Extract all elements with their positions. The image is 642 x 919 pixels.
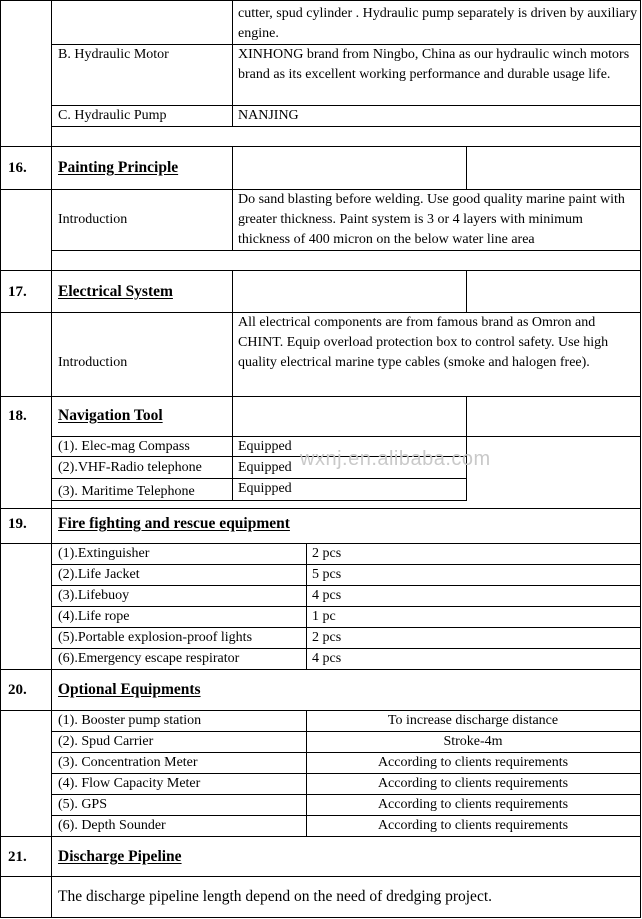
electrical-intro-label: Introduction <box>58 355 128 370</box>
section-title-discharge: Discharge Pipeline <box>58 848 182 865</box>
fire-item-value: 4 pcs <box>312 651 342 666</box>
rule <box>51 126 641 127</box>
painting-intro-label: Introduction <box>58 212 128 227</box>
optional-item-value: According to clients requirements <box>377 797 569 812</box>
rule <box>466 270 467 312</box>
nav-item-label: (3). Maritime Telephone <box>58 484 195 499</box>
optional-item-label: (6). Depth Sounder <box>58 818 166 833</box>
rule <box>0 0 641 1</box>
rule <box>51 0 52 918</box>
rule <box>0 146 641 147</box>
rule <box>466 146 467 189</box>
hydraulic-motor-label: B. Hydraulic Motor <box>58 47 169 62</box>
nav-item-value: Equipped <box>238 460 292 475</box>
rule <box>640 0 641 918</box>
section-title-electrical: Electrical System <box>58 283 173 300</box>
fire-item-value: 5 pcs <box>312 567 342 582</box>
hydraulic-pump-label: C. Hydraulic Pump <box>58 108 167 123</box>
nav-item-label: (1). Elec-mag Compass <box>58 439 190 454</box>
section-number: 18. <box>8 408 27 424</box>
section-number: 17. <box>8 284 27 300</box>
section-title-navigation: Navigation Tool <box>58 407 163 424</box>
nav-item-value: Equipped <box>238 481 292 496</box>
optional-item-value: According to clients requirements <box>377 818 569 833</box>
electrical-intro-text: All electrical components are from famous brand as Omron and CHINT. Equip overload protection box to control safety. Use high quality electrical marine type cables (smoke and halogen free). <box>238 315 609 370</box>
fire-item-value: 2 pcs <box>312 630 342 645</box>
section-number: 21. <box>8 849 27 865</box>
rule <box>306 543 307 669</box>
continued-description: cutter, spud cylinder . Hydraulic pump separately is driven by auxiliary engine. <box>238 6 638 41</box>
rule <box>232 146 233 250</box>
section-number: 20. <box>8 682 27 698</box>
fire-item-label: (3).Lifebuoy <box>58 588 130 603</box>
section-number: 19. <box>8 516 27 532</box>
rule <box>0 669 641 670</box>
optional-item-label: (1). Booster pump station <box>58 713 202 728</box>
section-title-painting: Painting Principle <box>58 159 179 176</box>
fire-item-label: (6).Emergency escape respirator <box>58 651 240 666</box>
fire-item-label: (1).Extinguisher <box>58 546 150 561</box>
rule <box>232 270 233 396</box>
rule <box>0 0 1 918</box>
optional-item-label: (5). GPS <box>58 797 108 812</box>
painting-intro-text: Do sand blasting before welding. Use good quality marine paint with greater thickness. Paint system is 3 or 4 layers with minimum thickness of 400 micron on the below water line area <box>238 192 625 247</box>
section-number: 16. <box>8 160 27 176</box>
optional-item-label: (4). Flow Capacity Meter <box>58 776 201 791</box>
optional-item-value: According to clients requirements <box>377 776 569 791</box>
rule <box>0 270 641 271</box>
fire-item-label: (2).Life Jacket <box>58 567 140 582</box>
fire-item-value: 4 pcs <box>312 588 342 603</box>
nav-item-label: (2).VHF-Radio telephone <box>58 460 202 475</box>
fire-item-label: (4).Life rope <box>58 609 130 624</box>
rule <box>0 836 641 837</box>
rule <box>51 250 641 251</box>
section-title-fire-fighting: Fire fighting and rescue equipment <box>58 515 290 532</box>
hydraulic-pump-value: NANJING <box>238 108 299 123</box>
optional-item-label: (3). Concentration Meter <box>58 755 198 770</box>
optional-item-label: (2). Spud Carrier <box>58 734 154 749</box>
rule <box>51 585 641 586</box>
rule <box>0 508 641 509</box>
rule <box>232 0 233 126</box>
discharge-description: The discharge pipeline length depend on the need of dredging project. <box>58 888 492 905</box>
optional-item-value: Stroke-4m <box>443 734 503 749</box>
rule <box>0 876 641 877</box>
optional-item-value: To increase discharge distance <box>387 713 559 728</box>
section-title-optional: Optional Equipments <box>58 681 201 698</box>
optional-item-value: According to clients requirements <box>377 755 569 770</box>
fire-item-label: (5).Portable explosion-proof lights <box>58 630 253 645</box>
nav-item-value: Equipped <box>238 439 292 454</box>
rule <box>232 396 233 500</box>
fire-item-value: 1 pc <box>312 609 336 624</box>
watermark: wxnj.en.alibaba.com <box>300 448 491 470</box>
fire-item-value: 2 pcs <box>312 546 342 561</box>
rule <box>0 396 641 397</box>
rule <box>51 606 641 607</box>
hydraulic-motor-description: XINHONG brand from Ningbo, China as our hydraulic winch motors brand as its excellent working performance and durable usage life. <box>238 47 630 82</box>
rule <box>0 917 641 918</box>
